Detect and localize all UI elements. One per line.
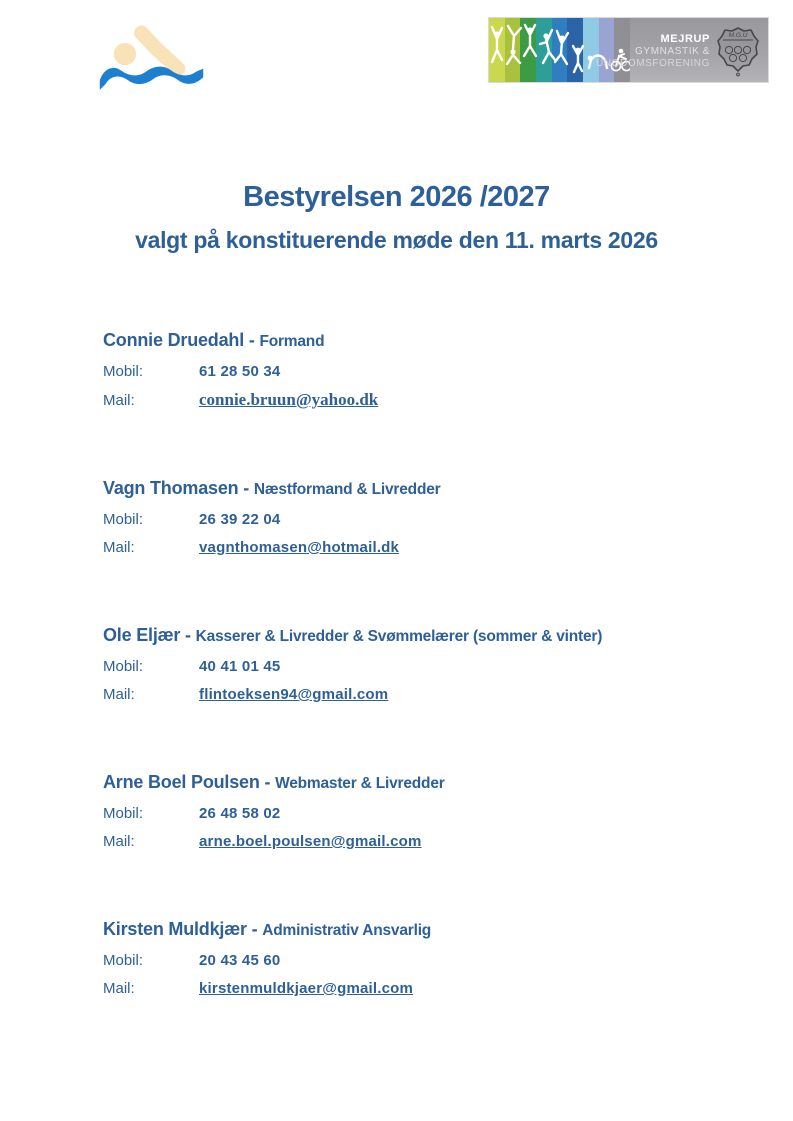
- member-name-line: [103, 771, 723, 795]
- banner-gray-panel: [596, 18, 768, 82]
- member-block-connie-druedahl: [103, 329, 723, 410]
- mail-row: [103, 832, 723, 851]
- name-role-separator: -: [251, 919, 258, 939]
- mail-label: Mail:: [103, 833, 135, 850]
- page-title: Bestyrelsen 2026 /2027: [243, 181, 550, 213]
- mobile-label: Mobil:: [103, 952, 144, 969]
- email-link[interactable]: connie.bruun@yahoo.dk: [199, 390, 379, 409]
- email-link[interactable]: arne.boel.poulsen@gmail.com: [199, 833, 422, 850]
- mobile-row: [103, 657, 723, 676]
- member-name-line: [103, 624, 723, 648]
- member-block-vagn-thomasen: [103, 477, 723, 557]
- member-name: Connie Druedahl: [103, 330, 245, 350]
- name-role-separator: -: [248, 330, 255, 350]
- member-name: Ole Eljær: [103, 625, 181, 645]
- member-role: Formand: [259, 333, 325, 350]
- email-link[interactable]: vagnthomasen@hotmail.dk: [199, 539, 400, 556]
- member-role: Administrativ Ansvarlig: [262, 922, 432, 939]
- member-name-line: [103, 918, 723, 942]
- board-member-list: [103, 329, 723, 1065]
- page-subtitle: valgt på konstituerende møde den 11. marts 2026: [135, 227, 658, 253]
- mail-row: [103, 390, 723, 410]
- mobile-number: 26 48 58 02: [199, 805, 281, 822]
- member-role: Næstformand & Livredder: [253, 481, 441, 498]
- mail-row: [103, 685, 723, 704]
- mobile-label: Mobil:: [103, 658, 144, 675]
- mobile-label: Mobil:: [103, 805, 144, 822]
- mobile-number: 40 41 01 45: [199, 658, 281, 675]
- org-name-line3: UNGDOMSFORENING: [596, 58, 710, 69]
- mail-row: [103, 979, 723, 998]
- crest-monogram: M.G.U: [728, 32, 748, 39]
- mobile-number: 61 28 50 34: [199, 363, 281, 380]
- org-name-line2: GYMNASTIK &: [635, 45, 710, 57]
- mobile-number: 20 43 45 60: [199, 952, 281, 969]
- mail-label: Mail:: [103, 539, 135, 556]
- member-name: Vagn Thomasen: [103, 478, 239, 498]
- mobile-number: 26 39 22 04: [199, 511, 281, 528]
- org-name-line1: MEJRUP: [660, 33, 710, 45]
- club-banner: [489, 18, 768, 82]
- org-name: [596, 33, 710, 71]
- name-role-separator: -: [185, 625, 191, 645]
- member-block-ole-eljaer: [103, 624, 723, 704]
- mobile-row: [103, 804, 723, 823]
- member-block-kirsten-muldkjaer: [103, 918, 723, 998]
- mobile-row: [103, 510, 723, 529]
- mail-row: [103, 538, 723, 557]
- email-link[interactable]: kirstenmuldkjaer@gmail.com: [199, 980, 414, 997]
- name-role-separator: -: [264, 772, 271, 792]
- member-block-arne-boel-poulsen: [103, 771, 723, 851]
- member-name: Kirsten Muldkjær: [103, 919, 247, 939]
- swimmer-logo-icon: [94, 22, 210, 90]
- mobile-row: [103, 362, 723, 381]
- member-role: Kasserer & Livredder & Svømmelærer (sommer & vinter): [195, 628, 603, 645]
- club-crest-icon: [715, 26, 761, 80]
- mobile-label: Mobil:: [103, 511, 144, 528]
- mobile-label: Mobil:: [103, 363, 144, 380]
- mail-label: Mail:: [103, 392, 135, 409]
- member-name-line: [103, 477, 723, 501]
- mail-label: Mail:: [103, 686, 135, 703]
- mail-label: Mail:: [103, 980, 135, 997]
- mobile-row: [103, 951, 723, 970]
- member-role: Webmaster & Livredder: [275, 775, 445, 792]
- email-link[interactable]: flintoeksen94@gmail.com: [199, 686, 389, 703]
- member-name-line: [103, 329, 723, 353]
- name-role-separator: -: [243, 478, 250, 498]
- member-name: Arne Boel Poulsen: [103, 772, 260, 792]
